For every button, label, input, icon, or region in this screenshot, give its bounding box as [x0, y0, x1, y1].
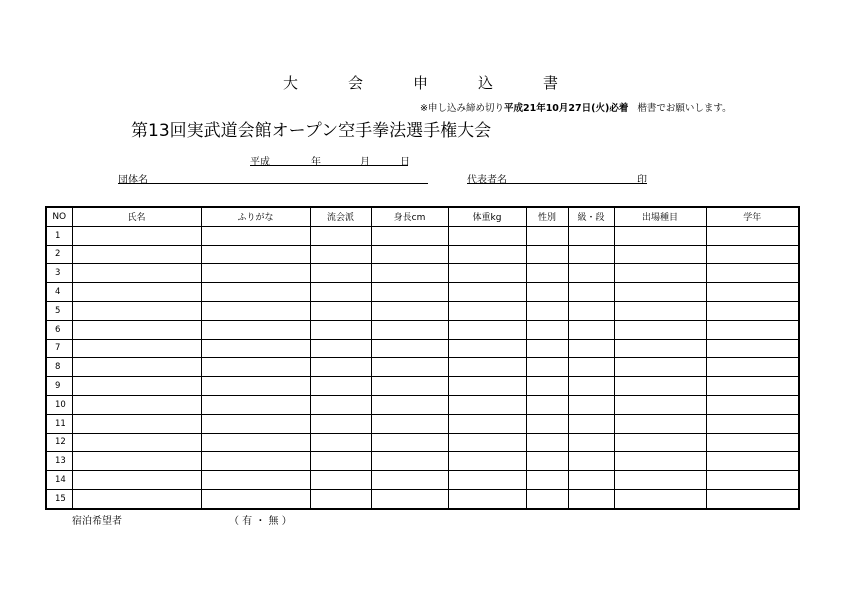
entry-cell[interactable] — [72, 489, 201, 508]
date-year-label: 年 — [311, 157, 321, 168]
representative-field[interactable] — [467, 171, 647, 184]
entry-cell[interactable] — [201, 245, 310, 264]
header-event: 出場種目 — [614, 207, 706, 226]
entry-cell[interactable] — [614, 489, 706, 508]
entry-cell[interactable] — [371, 264, 448, 283]
event-name: 第13回実武道会館オープン空手拳法選手権大会 — [131, 121, 492, 141]
entry-cell[interactable] — [614, 301, 706, 320]
entry-cell[interactable] — [201, 377, 310, 396]
entry-cell[interactable] — [706, 226, 799, 245]
entry-cell[interactable] — [526, 452, 568, 471]
table-row — [46, 377, 799, 396]
table-row — [46, 264, 799, 283]
entry-cell[interactable] — [706, 245, 799, 264]
entry-cell[interactable] — [201, 452, 310, 471]
entry-cell[interactable] — [706, 320, 799, 339]
entry-cell[interactable] — [706, 339, 799, 358]
entry-cell[interactable] — [201, 471, 310, 490]
table-row — [46, 301, 799, 320]
title-char: 込 — [478, 74, 494, 92]
table-header-row — [46, 207, 799, 226]
table-row — [46, 395, 799, 414]
deadline-date: 平成21年10月27日(火)必着 — [503, 103, 629, 114]
entry-cell[interactable] — [448, 489, 526, 508]
row-number: 1 — [46, 226, 72, 245]
entry-cell[interactable] — [310, 414, 371, 433]
entry-cell[interactable] — [371, 283, 448, 302]
entry-cell[interactable] — [72, 283, 201, 302]
representative-label: 代表者名 — [467, 175, 507, 186]
entry-cell[interactable] — [568, 245, 614, 264]
row-number: 14 — [46, 471, 72, 490]
entry-cell[interactable] — [614, 377, 706, 396]
entry-cell[interactable] — [706, 395, 799, 414]
entry-cell[interactable] — [706, 358, 799, 377]
entry-cell[interactable] — [568, 301, 614, 320]
entry-cell[interactable] — [72, 226, 201, 245]
deadline-suffix: 楷書でお願いします。 — [637, 103, 732, 114]
entry-cell[interactable] — [310, 264, 371, 283]
header-weight: 体重kg — [448, 207, 526, 226]
entry-cell[interactable] — [72, 320, 201, 339]
table-row — [46, 320, 799, 339]
entry-cell[interactable] — [526, 471, 568, 490]
entry-cell[interactable] — [448, 395, 526, 414]
entry-cell[interactable] — [706, 283, 799, 302]
entry-cell[interactable] — [371, 226, 448, 245]
row-number: 9 — [46, 377, 72, 396]
entry-cell[interactable] — [568, 395, 614, 414]
entry-cell[interactable] — [526, 226, 568, 245]
entry-table — [45, 206, 800, 510]
entry-cell[interactable] — [614, 264, 706, 283]
entry-cell[interactable] — [72, 452, 201, 471]
date-field[interactable] — [250, 153, 408, 166]
entry-cell[interactable] — [201, 339, 310, 358]
header-no: NO — [46, 207, 72, 226]
lodging-options[interactable]: （ 有 ・ 無 ） — [229, 516, 292, 527]
row-number: 4 — [46, 283, 72, 302]
row-number: 7 — [46, 339, 72, 358]
entry-cell[interactable] — [614, 395, 706, 414]
entry-cell[interactable] — [448, 283, 526, 302]
entry-cell[interactable] — [526, 395, 568, 414]
entry-cell[interactable] — [526, 320, 568, 339]
form-title — [0, 72, 841, 93]
entry-cell[interactable] — [614, 320, 706, 339]
entry-cell[interactable] — [526, 339, 568, 358]
entry-cell[interactable] — [310, 489, 371, 508]
entry-cell[interactable] — [568, 358, 614, 377]
entry-cell[interactable] — [526, 264, 568, 283]
entry-cell[interactable] — [448, 320, 526, 339]
entry-cell[interactable] — [526, 489, 568, 508]
entry-cell[interactable] — [201, 358, 310, 377]
entry-cell[interactable] — [201, 226, 310, 245]
entry-cell[interactable] — [614, 283, 706, 302]
entry-cell[interactable] — [72, 301, 201, 320]
entry-cell[interactable] — [72, 245, 201, 264]
entry-cell[interactable] — [568, 414, 614, 433]
entry-cell[interactable] — [706, 301, 799, 320]
row-number: 6 — [46, 320, 72, 339]
table-row — [46, 358, 799, 377]
entry-cell[interactable] — [568, 377, 614, 396]
entry-cell[interactable] — [448, 433, 526, 452]
title-char: 大 — [282, 74, 298, 92]
entry-cell[interactable] — [614, 414, 706, 433]
entry-cell[interactable] — [706, 414, 799, 433]
entry-cell[interactable] — [371, 377, 448, 396]
row-number: 13 — [46, 452, 72, 471]
entry-cell[interactable] — [310, 283, 371, 302]
entry-cell[interactable] — [448, 226, 526, 245]
entry-cell[interactable] — [72, 358, 201, 377]
entry-cell[interactable] — [706, 264, 799, 283]
entry-cell[interactable] — [614, 339, 706, 358]
title-char: 書 — [543, 74, 559, 92]
entry-cell[interactable] — [448, 452, 526, 471]
row-number: 5 — [46, 301, 72, 320]
entry-cell[interactable] — [568, 471, 614, 490]
entry-cell[interactable] — [72, 339, 201, 358]
row-number: 2 — [46, 245, 72, 264]
entry-cell[interactable] — [371, 452, 448, 471]
header-school: 流会派 — [310, 207, 371, 226]
entry-cell[interactable] — [201, 264, 310, 283]
entry-cell[interactable] — [72, 414, 201, 433]
entry-cell[interactable] — [371, 358, 448, 377]
entry-cell[interactable] — [371, 433, 448, 452]
entry-cell[interactable] — [568, 433, 614, 452]
entry-cell[interactable] — [526, 414, 568, 433]
entry-cell[interactable] — [568, 320, 614, 339]
entry-cell[interactable] — [526, 245, 568, 264]
header-gender: 性別 — [526, 207, 568, 226]
entry-cell[interactable] — [201, 301, 310, 320]
entry-cell[interactable] — [310, 320, 371, 339]
entry-cell[interactable] — [310, 245, 371, 264]
header-rank: 級・段 — [568, 207, 614, 226]
entry-cell[interactable] — [614, 358, 706, 377]
entry-cell[interactable] — [310, 433, 371, 452]
entry-cell[interactable] — [568, 489, 614, 508]
entry-cell[interactable] — [72, 433, 201, 452]
entry-cell[interactable] — [448, 301, 526, 320]
entry-cell[interactable] — [448, 245, 526, 264]
row-number: 12 — [46, 433, 72, 452]
table-row — [46, 339, 799, 358]
row-number: 10 — [46, 395, 72, 414]
entry-cell[interactable] — [568, 264, 614, 283]
entry-cell[interactable] — [201, 320, 310, 339]
entry-cell[interactable] — [448, 358, 526, 377]
entry-cell[interactable] — [310, 452, 371, 471]
entry-cell[interactable] — [526, 433, 568, 452]
entry-cell[interactable] — [371, 471, 448, 490]
table-row — [46, 471, 799, 490]
table-row — [46, 433, 799, 452]
row-number: 11 — [46, 414, 72, 433]
entry-cell[interactable] — [310, 471, 371, 490]
lodging-label: 宿泊希望者 — [72, 516, 122, 527]
table-row — [46, 226, 799, 245]
entry-cell[interactable] — [72, 264, 201, 283]
row-number: 8 — [46, 358, 72, 377]
entry-cell[interactable] — [568, 452, 614, 471]
entry-cell[interactable] — [448, 264, 526, 283]
entry-cell[interactable] — [371, 395, 448, 414]
group-name-field[interactable] — [118, 171, 428, 184]
entry-cell[interactable] — [310, 377, 371, 396]
entry-cell[interactable] — [310, 226, 371, 245]
table-row — [46, 414, 799, 433]
entry-cell[interactable] — [201, 395, 310, 414]
entry-cell[interactable] — [201, 283, 310, 302]
entry-cell[interactable] — [706, 452, 799, 471]
title-char: 会 — [347, 74, 363, 92]
entry-cell[interactable] — [371, 414, 448, 433]
deadline-prefix: ※申し込み締め切り — [420, 103, 504, 114]
table-row — [46, 452, 799, 471]
entry-cell[interactable] — [526, 283, 568, 302]
entry-cell[interactable] — [706, 433, 799, 452]
entry-cell[interactable] — [201, 489, 310, 508]
group-name-label: 団体名 — [118, 175, 148, 186]
entry-cell[interactable] — [526, 377, 568, 396]
entry-cell[interactable] — [371, 245, 448, 264]
entry-cell[interactable] — [72, 471, 201, 490]
entry-cell[interactable] — [448, 414, 526, 433]
entry-cell[interactable] — [371, 320, 448, 339]
date-era-label: 平成 — [250, 157, 270, 168]
entry-cell[interactable] — [201, 433, 310, 452]
entry-cell[interactable] — [568, 283, 614, 302]
entry-cell[interactable] — [526, 358, 568, 377]
entry-cell[interactable] — [568, 339, 614, 358]
row-number: 15 — [46, 489, 72, 508]
date-day-label: 日 — [400, 157, 410, 168]
entry-cell[interactable] — [371, 301, 448, 320]
entry-cell[interactable] — [614, 226, 706, 245]
table-row — [46, 283, 799, 302]
entry-cell[interactable] — [310, 301, 371, 320]
table-row — [46, 489, 799, 508]
entry-cell[interactable] — [448, 471, 526, 490]
entry-cell[interactable] — [448, 339, 526, 358]
entry-cell[interactable] — [706, 489, 799, 508]
entry-cell[interactable] — [72, 377, 201, 396]
entry-cell[interactable] — [614, 471, 706, 490]
entry-cell[interactable] — [568, 226, 614, 245]
entry-cell[interactable] — [371, 489, 448, 508]
date-month-label: 月 — [360, 157, 370, 168]
header-grade: 学年 — [706, 207, 799, 226]
entry-cell[interactable] — [448, 377, 526, 396]
deadline-notice — [420, 100, 732, 114]
entry-cell[interactable] — [310, 358, 371, 377]
entry-cell[interactable] — [72, 395, 201, 414]
seal-label: 印 — [637, 175, 647, 186]
entry-cell[interactable] — [614, 452, 706, 471]
header-name: 氏名 — [72, 207, 201, 226]
entry-cell[interactable] — [310, 339, 371, 358]
table-row — [46, 245, 799, 264]
header-furigana: ふりがな — [201, 207, 310, 226]
entry-cell[interactable] — [614, 245, 706, 264]
header-height: 身長cm — [371, 207, 448, 226]
title-char: 申 — [412, 74, 428, 92]
entry-cell[interactable] — [201, 414, 310, 433]
entry-cell[interactable] — [706, 471, 799, 490]
entry-cell[interactable] — [371, 339, 448, 358]
row-number: 3 — [46, 264, 72, 283]
entry-cell[interactable] — [526, 301, 568, 320]
entry-cell[interactable] — [310, 395, 371, 414]
entry-cell[interactable] — [706, 377, 799, 396]
entry-cell[interactable] — [614, 433, 706, 452]
